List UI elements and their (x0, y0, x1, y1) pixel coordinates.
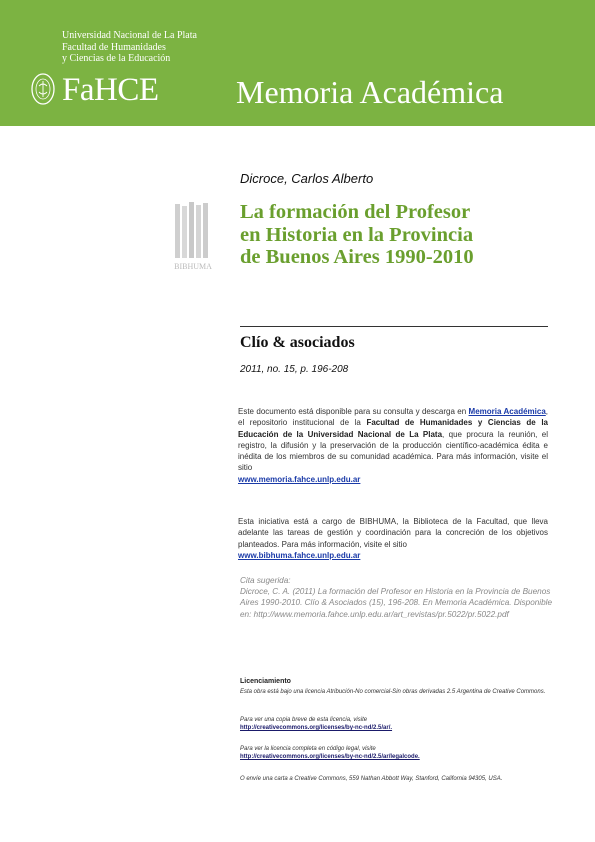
suggested-citation-label: Cita sugerida: (240, 576, 291, 585)
faculty-line-2: y Ciencias de la Educación (62, 53, 171, 64)
license-full-text: Para ver la licencia completa en código legal, visite (240, 746, 376, 752)
license-title: Licenciamiento (240, 678, 291, 685)
author-name: Dicroce, Carlos Alberto (240, 171, 374, 186)
memoria-url-link[interactable]: www.memoria.fahce.unlp.edu.ar (238, 474, 361, 484)
university-name (62, 30, 197, 65)
license-short-text: Para ver una copia breve de esta licencia, visite (240, 717, 368, 723)
license-full-note (240, 745, 552, 761)
bibhuma-logo-icon (165, 200, 221, 272)
university-line: Universidad Nacional de La Plata (62, 30, 197, 41)
license-full-link[interactable]: http://creativecommons.org/licenses/by-nc-nd/2.5/ar/legalcode. (240, 754, 420, 761)
suggested-citation (240, 575, 560, 620)
university-seal-icon (30, 72, 56, 106)
memoria-academica-link[interactable]: Memoria Académica (468, 407, 546, 416)
document-title (240, 201, 560, 269)
fahce-logo: FaHCE (62, 72, 159, 108)
title-line: La formación del Profesor (240, 201, 471, 223)
repository-paragraph (238, 406, 548, 485)
license-statement: Esta obra está bajo una licencia Atribución-No comercial-Sin obras derivadas 2.5 Argentina de Creative Commons. (240, 689, 546, 695)
paragraph-text: Este documento está disponible para su consulta y descarga en (238, 407, 469, 416)
license-short-note (240, 716, 552, 732)
bibhuma-paragraph (238, 516, 548, 561)
license-mail-address: O envíe una carta a Creative Commons, 559 Nathan Abbott Way, Stanford, California 94305, USA. (240, 776, 503, 782)
repository-name: Memoria Académica (236, 74, 504, 110)
title-line: en Historia en la Provincia (240, 223, 474, 246)
header-banner (0, 0, 595, 126)
license-short-link[interactable]: http://creativecommons.org/licenses/by-nc-nd/2.5/ar/. (240, 725, 393, 732)
suggested-citation-text: Dicroce, C. A. (2011) La formación del Profesor en Historia en la Provincia de Buenos Aires 1990-2010. Clío & Asociados (15), 196-208. En Memoria Académica. Disponible en: http://www.memoria.fahce.unlp.edu.ar/art_revistas/pr.5022/pr.5022.pdf (240, 587, 553, 619)
paragraph-text: , el repositorio institucional de la (238, 407, 549, 428)
paragraph-text: Esta iniciativa está a cargo de BIBHUMA, la Biblioteca de la Facultad, que lleva adelante las tareas de gestión y coordinación para la concreción de los objetivos planteados. Para más información, visite el sitio (238, 517, 548, 549)
citation-info: 2011, no. 15, p. 196-208 (240, 364, 349, 375)
bibhuma-label: BIBHUMA (174, 262, 212, 271)
journal-name: Clío & asociados (240, 334, 355, 351)
faculty-line: Facultad de Humanidades (62, 41, 166, 53)
bibhuma-url-link[interactable]: www.bibhuma.fahce.unlp.edu.ar (238, 550, 361, 560)
paragraph-text: , que procura la reunión, el registro, la difusión y la preservación de la producción científico-académica édita e inédita de los miembros de su comunidad académica. Para más información, visite el sitio (238, 429, 548, 473)
faculty-name-bold: Facultad de Humanidades y Ciencias de la Educación de la Universidad Nacional de La Plata (238, 418, 548, 439)
divider (240, 326, 548, 327)
title-line: de Buenos Aires 1990-2010 (240, 246, 474, 268)
